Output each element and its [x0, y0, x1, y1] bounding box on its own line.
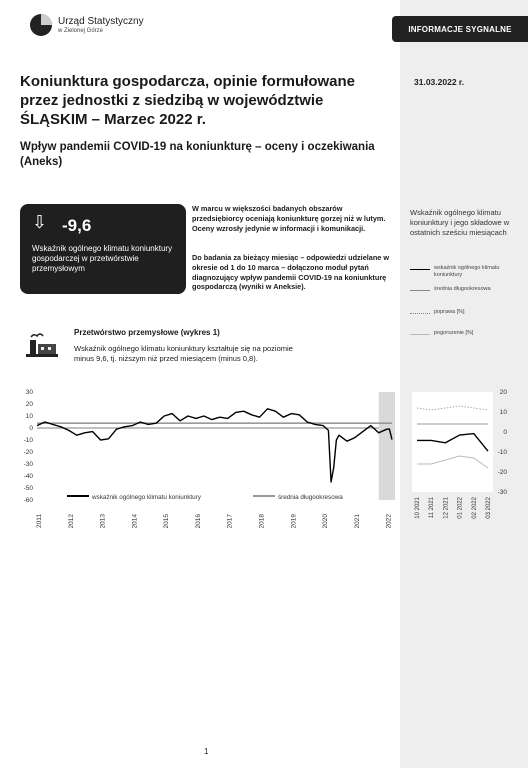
arrow-down-icon: ⇩	[32, 212, 48, 232]
x-tick-label: 2012	[67, 514, 75, 529]
y-tick-label: -50	[23, 485, 33, 492]
kpi-label: Wskaźnik ogólnego klimatu koniunktury gospodarczej w przetwórstwie przemysłowym	[32, 244, 173, 273]
y-tick-label: -30	[23, 461, 33, 468]
sidebar-legend-deterioration-label: pogorszenie [%]	[434, 330, 474, 336]
y-tick-label: -20	[23, 449, 33, 456]
sidebar-legend-deterioration	[410, 330, 506, 337]
series-index-line	[37, 409, 392, 482]
x-tick-label: 2017	[226, 514, 234, 529]
y-tick-label: -60	[23, 497, 33, 504]
page-number: 1	[204, 747, 209, 756]
x-tick-label: 2013	[99, 514, 107, 529]
section-text: Wskaźnik ogólnego klimatu koniunktury kształtuje się na poziomie minus 9,6, tj. niższym niż przed miesiącem (minus 0,8).	[74, 344, 293, 363]
org-name: Urząd Statystyczny	[58, 15, 144, 27]
sidebar-legend-average-label: średnia długookresowa	[434, 286, 491, 292]
mini-y-tick-label: 0	[503, 429, 507, 436]
sidebar-chart	[400, 384, 528, 554]
x-tick-label: 2018	[258, 514, 266, 529]
mini-x-tick-label: 03 2022	[486, 497, 492, 519]
mini-x-tick-label: 12 2021	[443, 497, 450, 519]
x-tick-label: 2015	[163, 514, 171, 529]
mini-x-tick-label: 02 2022	[471, 497, 478, 519]
main-chart	[15, 384, 400, 534]
logo	[30, 14, 144, 36]
x-tick-label: 2014	[131, 514, 139, 529]
y-tick-label: 30	[25, 389, 33, 396]
y-tick-label: -10	[23, 437, 33, 444]
x-tick-label: 2019	[290, 514, 298, 529]
y-tick-label: 20	[25, 401, 33, 408]
highlight-band	[379, 392, 395, 500]
y-tick-label: 10	[25, 413, 33, 420]
x-tick-label: 2022	[385, 514, 393, 529]
mini-y-tick-label: 10	[499, 409, 507, 416]
sidebar-chart-title: Wskaźnik ogólnego klimatu koniunktury i jego składowe w ostatnich sześciu miesiącach	[410, 208, 510, 237]
legend-label-average: średnia długookresowa	[278, 494, 343, 501]
sidebar-legend-index-label: wskaźnik ogólnego klimatu koniunktury	[434, 265, 500, 278]
mini-y-tick-label: 20	[499, 389, 507, 396]
y-tick-label: 0	[29, 425, 33, 432]
mini-x-tick-label: 10 2021	[415, 497, 421, 519]
kpi-value: -9,6	[62, 216, 92, 235]
sidebar-legend-index	[410, 265, 506, 279]
intro-paragraph-2: Do badania za bieżący miesiąc – odpowiedzi udzielane w okresie od 1 do 10 marca – dołączono moduł pytań diagnozujący wpływ pandemii COVID-19 na koniunkturę gospodarczą (wyniki w Aneksie).	[192, 253, 390, 292]
x-tick-label: 2020	[322, 514, 330, 529]
factory-icon	[22, 326, 62, 366]
x-tick-label: 2021	[353, 514, 361, 529]
intro-paragraph-1: W marcu w większości badanych obszarów przedsiębiorcy oceniają koniunkturę gorzej niż w lutym. Oceny wzrosły jedynie w informacji i komunikacji.	[192, 204, 386, 233]
mini-y-tick-label: -10	[497, 449, 507, 456]
sidebar-legend-improvement	[410, 309, 506, 316]
x-tick-label: 2016	[194, 514, 202, 529]
mini-x-tick-label: 01 2022	[457, 497, 464, 519]
mini-x-tick-label: 11 2021	[429, 497, 436, 519]
kpi-card	[20, 204, 186, 294]
y-tick-label: -40	[23, 473, 33, 480]
x-tick-label: 2011	[36, 514, 43, 528]
informacje-sygnalne-badge: INFORMACJE SYGNALNE	[392, 16, 528, 42]
sidebar-legend-average	[410, 286, 506, 293]
page-subtitle: Wpływ pandemii COVID-19 na koniunkturę – oceny i oczekiwania (Aneks)	[20, 141, 375, 168]
section-title: Przetwórstwo przemysłowe (wykres 1)	[74, 328, 220, 337]
publication-date: 31.03.2022 r.	[414, 77, 465, 87]
mini-y-tick-label: -20	[497, 469, 507, 476]
legend-label-index: wskaźnik ogólnego klimatu koniunktury	[92, 494, 201, 501]
page-title: Koniunktura gospodarcza, opinie formułowane przez jednostki z siedzibą w województwie ŚLĄSKIM – Marzec 2022 r.	[20, 73, 356, 128]
mini-y-tick-label: -30	[497, 489, 507, 496]
sidebar-legend-improvement-label: poprawa [%]	[434, 309, 465, 315]
logo-icon	[30, 14, 52, 36]
org-location: w Zielonej Górze	[58, 27, 104, 34]
